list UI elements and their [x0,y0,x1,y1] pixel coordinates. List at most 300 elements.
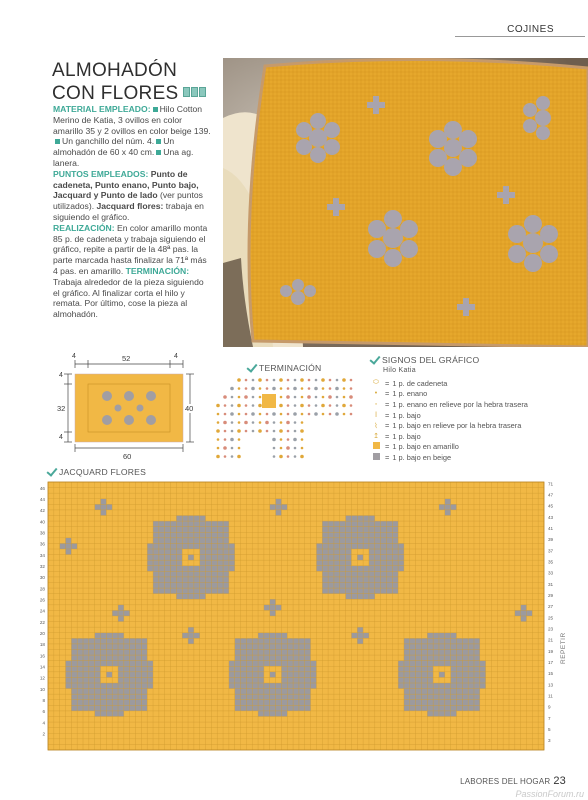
chart-cell-beige [264,605,270,611]
instructions-text [53,104,211,320]
stitch-symbol [328,395,332,399]
chart-cell-beige [474,655,480,661]
chart-cell-beige [369,543,375,549]
chart-cell-beige [392,538,398,544]
chart-cell-beige [340,549,346,555]
chart-cell-beige [328,532,334,538]
legend-item [370,389,585,400]
stitch-symbol [294,455,297,458]
chart-cell-beige [462,677,468,683]
chart-cell-beige [194,516,200,522]
stitch-symbol [350,404,353,407]
chart-cell-beige [141,700,147,706]
chart-cell-beige [147,549,153,555]
stitch-symbol [231,455,234,458]
chart-cell-beige [153,538,159,544]
stitch-symbol [329,413,332,416]
chart-cell-beige [427,633,433,639]
chart-cell-beige [118,694,124,700]
chart-cell-beige [118,610,124,616]
chart-cell-beige [206,583,212,589]
chart-cell-beige [188,638,194,644]
chart-cell-beige [439,661,445,667]
chart-cell-beige [258,655,264,661]
stitch-symbol [350,379,353,382]
chart-cell-beige [276,683,282,689]
chart-cell-beige [410,677,416,683]
chart-cell-beige [264,661,270,667]
stitch-symbol [280,413,283,416]
row-number-right: 25 [548,615,554,621]
cushion-photo [223,58,588,347]
chart-cell-beige [410,650,416,656]
chart-cell-beige [101,504,107,510]
chart-cell-beige [165,571,171,577]
chart-cell-beige [241,661,247,667]
chart-cell-beige [106,689,112,695]
stitch-symbol [258,404,262,408]
check-icon [370,354,380,364]
chart-cell-beige [83,672,89,678]
chart-cell-beige [439,504,445,510]
row-number-right: 45 [548,503,554,509]
chart-cell-beige [369,538,375,544]
chart-cell-beige [106,644,112,650]
chart-cell-beige [83,666,89,672]
chart-cell-beige [474,694,480,700]
stitch-symbol [259,396,262,399]
row-number-left: 4 [42,720,45,726]
chart-cell-beige [258,666,264,672]
stitch-symbol [342,378,346,382]
stitch-symbol [308,404,311,407]
chart-cell-beige [112,705,118,711]
chart-cell-beige [451,694,457,700]
chart-cell-beige [182,594,188,600]
chart-cell-beige [176,516,182,522]
watermark: PassionForum.ru [515,789,584,799]
chart-cell-beige [270,700,276,706]
chart-cell-beige [346,549,352,555]
stitch-symbol [238,387,241,390]
stitch-symbol [280,387,283,390]
chart-cell-beige [153,532,159,538]
stitch-symbol [231,430,234,433]
chart-cell-beige [241,655,247,661]
chart-cell-beige [462,689,468,695]
stitch-symbol [279,429,283,433]
stitch-symbol [258,378,262,382]
legend-item [370,431,585,442]
chart-cell-beige [83,650,89,656]
chart-cell-beige [276,700,282,706]
stitch-symbol [223,395,227,399]
chart-cell-beige [456,672,462,678]
chart-cell-beige [293,694,299,700]
chart-cell-beige [392,527,398,533]
chart-cell-beige [176,594,182,600]
chart-cell-beige [106,650,112,656]
chart-cell-beige [281,711,287,717]
chart-cell-beige [287,655,293,661]
chart-cell-beige [95,644,101,650]
stitch-symbol [231,396,234,399]
chart-cell-beige [328,527,334,533]
chart-cell-beige [229,672,235,678]
stitch-symbol [287,413,290,416]
chart-cell-beige [235,672,241,678]
chart-cell-beige [147,677,153,683]
row-number-left: 14 [39,664,45,670]
chart-cell-beige [118,677,124,683]
stitch-symbol [238,447,241,450]
legend-label: 1 p. bajo en beige [392,452,452,462]
chart-cell-beige [77,644,83,650]
chart-cell-beige [293,661,299,667]
row-number-right: 27 [548,604,554,610]
chart-cell-beige [462,705,468,711]
chart-cell-beige [421,650,427,656]
chart-cell-beige [369,527,375,533]
page-title [52,60,207,104]
chart-cell-beige [287,644,293,650]
chart-cell-beige [165,577,171,583]
chart-cell-beige [270,605,276,611]
chart-cell-beige [270,705,276,711]
stitch-symbol [273,430,276,433]
chart-cell-beige [433,694,439,700]
chart-cell-beige [130,677,136,683]
stitch-symbol [336,379,339,382]
chart-cell-beige [188,566,194,572]
chart-cell-beige [346,543,352,549]
chart-cell-beige [276,633,282,639]
chart-cell-beige [89,683,95,689]
chart-cell-beige [106,504,112,510]
stitch-symbol [217,421,220,424]
stitches-bold-2: Jacquard flores: [96,201,164,212]
chart-cell-beige [427,655,433,661]
chart-cell-beige [439,700,445,706]
stitch-symbol [350,413,353,416]
chart-cell-beige [340,521,346,527]
chart-cell-beige [270,504,276,510]
stitch-symbol [293,438,297,442]
legend-symbol-icon [370,453,382,462]
chart-cell-beige [95,683,101,689]
chart-cell-beige [200,543,206,549]
chart-cell-beige [206,532,212,538]
chart-cell-beige [182,583,188,589]
chart-cell-beige [386,543,392,549]
stitch-symbol [244,421,248,425]
chart-cell-beige [305,650,311,656]
chart-cell-beige [66,538,72,544]
chart-cell-beige [357,532,363,538]
chart-cell-beige [328,543,334,549]
chart-cell-beige [287,677,293,683]
page-number: 23 [553,775,566,787]
chart-cell-beige [340,532,346,538]
chart-cell-beige [398,566,404,572]
chart-cell-beige [311,672,317,678]
chart-cell-beige [468,644,474,650]
chart-cell-beige [468,705,474,711]
chart-cell-beige [258,672,264,678]
chart-cell-beige [416,644,422,650]
row-number-right: 13 [548,682,554,688]
chart-cell-beige [451,655,457,661]
chart-cell-beige [416,650,422,656]
chart-cell-beige [95,638,101,644]
chart-cell-beige [299,694,305,700]
stitch-symbol [293,412,297,416]
dim-top-width: 52 [122,354,131,363]
stitch-symbol [329,387,332,390]
chart-cell-beige [71,661,77,667]
chart-cell-beige [427,700,433,706]
chart-cell-beige [322,527,328,533]
legend-symbol-icon: ǀ [375,411,377,419]
chart-cell-beige [305,689,311,695]
chart-cell-beige [299,661,305,667]
title-line-1: ALMOHADÓN [52,60,178,81]
chart-cell-beige [235,694,241,700]
stitch-symbol [286,395,290,399]
chart-cell-beige [235,644,241,650]
chart-cell-beige [433,644,439,650]
chart-cell-beige [217,527,223,533]
chart-cell-beige [445,694,451,700]
chart-cell-beige [322,532,328,538]
chart-cell-beige [433,683,439,689]
stitch-symbol [300,429,304,433]
chart-cell-beige [357,538,363,544]
chart-cell-beige [334,549,340,555]
chart-cell-beige [112,650,118,656]
legend-item [370,452,585,463]
chart-cell-beige [334,566,340,572]
chart-cell-beige [200,583,206,589]
chart-cell-beige [410,700,416,706]
chart-cell-beige [375,527,381,533]
chart-cell-beige [375,566,381,572]
chart-cell-beige [357,594,363,600]
chart-cell-beige [404,689,410,695]
chart-cell-beige [421,677,427,683]
chart-cell-beige [258,638,264,644]
stitch-symbol [231,421,234,424]
chart-cell-beige [118,605,124,611]
chart-cell-beige [194,521,200,527]
chart-cell-beige [334,588,340,594]
chart-cell-beige [141,638,147,644]
row-number-left: 32 [39,563,45,569]
legend-label: 1 p. de cadeneta [392,378,448,388]
chart-cell-beige [89,677,95,683]
chart-cell-beige [235,689,241,695]
chart-cell-beige [153,527,159,533]
chart-cell-beige [71,689,77,695]
stitch-symbol [224,430,227,433]
chart-cell-beige [410,638,416,644]
chart-cell-beige [71,700,77,706]
chart-cell-beige [421,700,427,706]
chart-cell-beige [468,689,474,695]
chart-cell-beige [369,566,375,572]
stitch-symbol [266,413,269,416]
chart-cell-beige [124,683,130,689]
stitch-symbol [231,404,234,407]
chart-cell-beige [223,571,229,577]
chart-cell-beige [381,521,387,527]
chart-cell-beige [106,655,112,661]
chart-cell-beige [392,532,398,538]
stitch-symbol [286,421,290,425]
chart-cell-beige [83,677,89,683]
chart-cell-beige [334,571,340,577]
chart-cell-beige [421,655,427,661]
chart-cell-beige [480,661,486,667]
chart-cell-beige [124,638,130,644]
chart-cell-beige [416,655,422,661]
chart-cell-beige [369,588,375,594]
chart-cell-beige [299,677,305,683]
stitch-symbol [314,387,318,391]
chart-cell-beige [357,577,363,583]
chart-cell-beige [416,705,422,711]
chart-cell-beige [246,689,252,695]
chart-cell-beige [462,683,468,689]
chart-cell-beige [206,555,212,561]
chart-cell-beige [462,638,468,644]
chart-cell-beige [188,571,194,577]
stitch-symbol [216,404,220,408]
chart-cell-beige [270,599,276,605]
chart-cell-beige [182,543,188,549]
stitch-symbol [301,413,304,416]
chart-cell-beige [246,650,252,656]
chart-cell-beige [211,549,217,555]
chart-cell-beige [363,538,369,544]
stitch-symbol [272,387,276,391]
chart-cell-beige [305,655,311,661]
chart-cell-beige [159,571,165,577]
chart-cell-beige [241,644,247,650]
chart-cell-beige [281,661,287,667]
row-number-left: 34 [39,552,45,558]
chart-cell-beige [118,672,124,678]
signos-heading: SIGNOS DEL GRÁFICO [370,354,479,365]
chart-cell-beige [66,543,72,549]
chart-cell-beige [293,677,299,683]
chart-cell-beige [433,705,439,711]
chart-cell-beige [165,538,171,544]
chart-cell-beige [217,560,223,566]
chart-cell-beige [176,583,182,589]
chart-cell-beige [200,571,206,577]
chart-cell-beige [159,555,165,561]
finishing-heading: TERMINACIÓN: [125,265,190,276]
stitch-symbol [308,413,311,416]
chart-cell-beige [171,577,177,583]
chart-cell-beige [89,650,95,656]
row-number-right: 19 [548,648,554,654]
chart-cell-beige [398,677,404,683]
section-label: COJINES [507,24,554,35]
legend-equals: = [385,442,390,452]
stitch-symbol [224,404,227,407]
chart-cell-beige [165,527,171,533]
chart-cell-beige [398,555,404,561]
chart-cell-beige [71,694,77,700]
stitch-symbol [245,387,248,390]
chart-cell-beige [515,610,521,616]
chart-cell-beige [200,527,206,533]
chart-cell-beige [392,555,398,561]
chart-cell-beige [421,705,427,711]
chart-cell-beige [112,694,118,700]
stitch-symbol [231,447,234,450]
chart-cell-beige [462,666,468,672]
chart-cell-beige [252,650,258,656]
chart-cell-beige [235,655,241,661]
chart-cell-beige [241,650,247,656]
chart-cell-beige [188,538,194,544]
chart-cell-beige [456,705,462,711]
chart-cell-beige [258,633,264,639]
chart-cell-beige [398,683,404,689]
chart-cell-beige [369,571,375,577]
row-number-right: 9 [548,704,551,710]
terminacion-corner [262,394,276,408]
chart-cell-beige [66,672,72,678]
row-number-right: 5 [548,727,551,733]
chart-cell-beige [316,555,322,561]
chart-cell-beige [252,666,258,672]
chart-cell-beige [439,655,445,661]
stitch-symbol [322,396,325,399]
legend-symbol-icon: • [374,390,378,398]
chart-cell-beige [299,705,305,711]
chart-cell-beige [89,705,95,711]
row-number-right: 7 [548,715,551,721]
chart-cell-beige [124,672,130,678]
chart-cell-beige [340,538,346,544]
chart-cell-beige [474,661,480,667]
chart-cell-beige [281,650,287,656]
chart-cell-beige [60,543,66,549]
stitch-symbol [349,395,353,399]
stitch-symbol [230,438,234,442]
stitch-symbol [287,387,290,390]
stitch-symbol [314,412,318,416]
chart-cell-beige [381,532,387,538]
chart-cell-beige [346,555,352,561]
chart-cell-beige [270,711,276,717]
dim-left-top: 4 [59,372,63,379]
legend-symbol-icon: ⬭ [373,379,379,387]
chart-cell-beige [194,571,200,577]
chart-cell-beige [451,666,457,672]
chart-cell-beige [66,683,72,689]
stitch-symbol [237,404,241,408]
chart-cell-beige [258,689,264,695]
stitch-symbol [343,387,346,390]
chart-cell-beige [153,577,159,583]
chart-cell-beige [287,700,293,706]
row-number-right: 21 [548,637,554,643]
